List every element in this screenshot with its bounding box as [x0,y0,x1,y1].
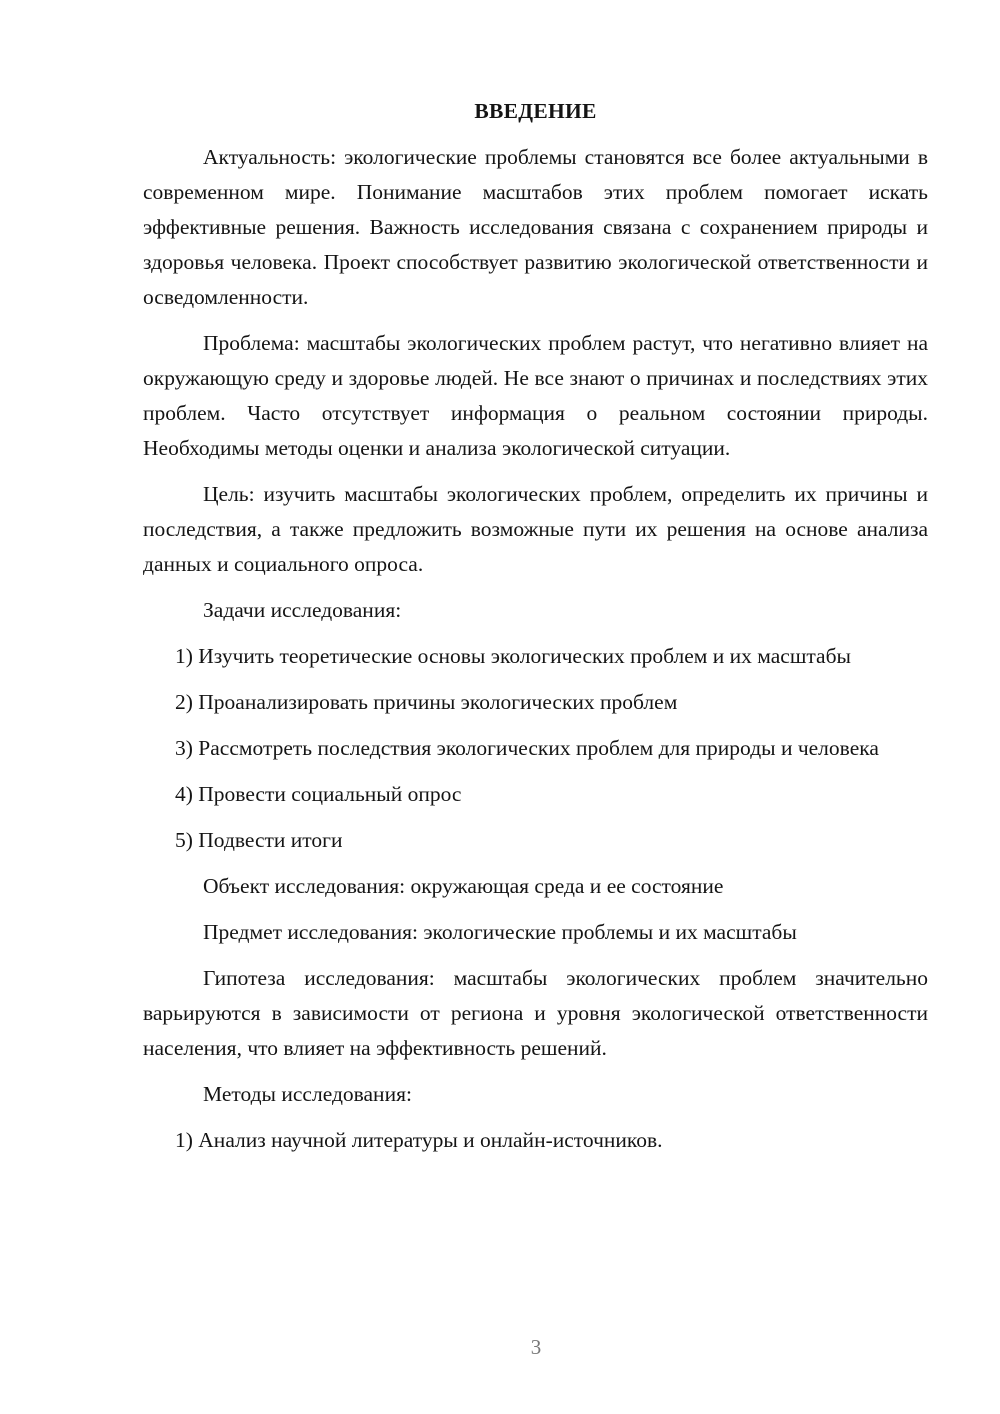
object-line: Объект исследования: окружающая среда и ее состояние [203,874,724,898]
methods-heading: Методы исследования: [203,1082,412,1106]
task-item-2: 2) Проанализировать причины экологических проблем [175,690,678,714]
method-item-1: 1) Анализ научной литературы и онлайн-источников. [175,1128,663,1152]
page-number: 3 [530,1335,542,1359]
hypothesis-paragraph: Гипотеза исследования: масштабы экологических проблем значительно варьируются в зависимости от региона и уровня экологической ответственности населения, что влияет на эффективность решений. [143,966,928,1060]
task-item-1: 1) Изучить теоретические основы экологических проблем и их масштабы [175,644,851,668]
task-item-3: 3) Рассмотреть последствия экологических проблем для природы и человека [175,736,879,760]
problem-paragraph: Проблема: масштабы экологических проблем растут, что негативно влияет на окружающую среду и здоровье людей. Не все знают о причинах и последствиях этих проблем. Часто отсутствует информация о реальном состоянии природы. Необходимы методы оценки и анализа экологической ситуации. [143,331,928,460]
relevance-paragraph: Актуальность: экологические проблемы становятся все более актуальными в современном мире. Понимание масштабов этих проблем помогает искать эффективные решения. Важность исследования связана с сохранением природы и здоровья человека. Проект способствует развитию экологической ответственности и осведомленности. [143,145,928,309]
section-title: ВВЕДЕНИЕ [474,99,597,123]
subject-line: Предмет исследования: экологические проблемы и их масштабы [203,920,797,944]
task-item-4: 4) Провести социальный опрос [175,782,462,806]
task-item-5: 5) Подвести итоги [175,828,343,852]
page-content [143,94,928,1169]
tasks-heading: Задачи исследования: [203,598,402,622]
goal-paragraph: Цель: изучить масштабы экологических проблем, определить их причины и последствия, а также предложить возможные пути их решения на основе анализа данных и социального опроса. [143,482,928,576]
